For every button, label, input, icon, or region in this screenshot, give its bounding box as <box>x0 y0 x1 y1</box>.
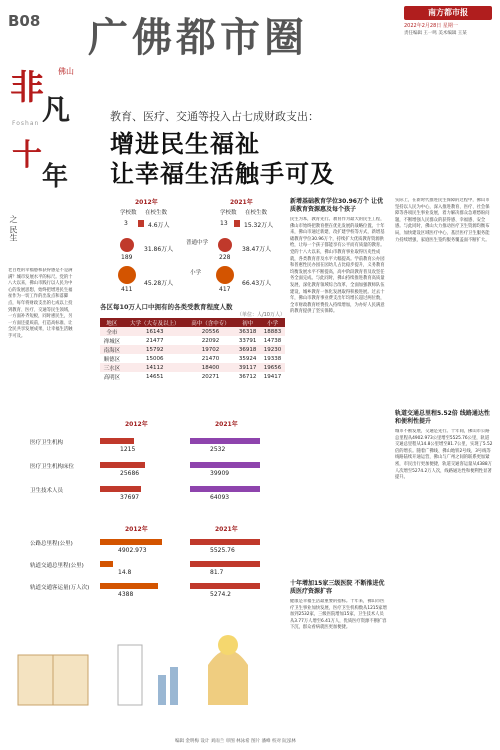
mid-article-body: 民生为本，教育先行。教育作为最大的民生工程，佛山市始终把教育摆在优先发展的战略位置。十年来，佛山市通过新建、改扩建学校等方式，新增基础教育学位30.96万个，持续扩大优质教育资源供给，让每一个孩子都能享有公平而有质量的教育。党的十八大以来，佛山市教育事业取得历史性成就，各类教育普及水平大幅提高。学前教育公办园和普惠性民办园在园幼儿占比稳步提升，义务教育均衡发展水平不断提高，高中阶段教育普及攻坚任务全面完成。与此同时，佛山持续推进教育高质量发展，深化教育领域综合改革，全面加强教师队伍建设，城乡教育一体化发展取得积极进展。过去十年，佛山市教育事业费支出年均增长超过两位数，全市财政教育经费投入持续增加，为办好人民满意的教育提供了坚实保障。 <box>290 217 385 315</box>
table-cell: 顺德区 <box>103 356 121 363</box>
table-row <box>100 345 285 354</box>
table-cell: 19338 <box>263 355 282 362</box>
edu-b-students-1: 38.47万人 <box>242 246 272 253</box>
headline-kicker: 教育、医疗、交通等投入占七成财政支出： <box>110 110 319 123</box>
edu-a-schools-2: 411 <box>121 286 133 293</box>
transport-val-a-0: 4902.973 <box>118 547 147 554</box>
transport-val-a-2: 4388 <box>118 591 134 598</box>
logo-char-1: 非 <box>10 68 44 108</box>
table-cell: 16143 <box>146 328 164 335</box>
table-cell: 18400 <box>201 364 220 371</box>
edu-b-schools-1: 228 <box>219 254 231 261</box>
edu-a-schools-0: 3 <box>124 220 128 227</box>
table-cell: 20556 <box>201 328 220 335</box>
mid-article2-body: 健康是幸福生活最重要的指标。十年来，佛山市医疗卫生事业加快发展，医疗卫生机构数从1215家增加到2532家，三级医院增加15家，卫生技术人员从3.77万人增至6.41万人，优质医疗资源不断扩容下沉，群众看病就医更加便捷。 <box>290 599 387 631</box>
editor-line: 责任编辑 王一鸣 美术编辑 王某 <box>404 31 467 36</box>
brand-name: 南方都市报 <box>428 8 468 17</box>
health-val-a-0: 1215 <box>120 446 136 453</box>
health-label-2: 卫生技术人员 <box>30 488 64 494</box>
intro-text: 老百姓的幸福感和获得感是不是满满？城市发展水平的标尺。党的十八大以来，佛山市践行以人民为中心的发展思想，始终把增进民生福祉作为一切工作的出发点和落脚点，每年将财政支出的七成以上投到教育、医疗、交通等民生领域，一方面补齐短板，同时惠民生，另一方面还提质前，打造高标准、让全民共享发展成果，让幸福生活触手可及。 <box>8 268 73 339</box>
brand-badge <box>404 6 492 20</box>
health-val-a-1: 25686 <box>120 470 140 477</box>
book-icon <box>234 220 240 227</box>
ratio-table <box>100 318 285 381</box>
table-cell: 14651 <box>146 373 164 380</box>
transport-bar-b-1 <box>190 561 260 567</box>
edu-a-students-0: 4.6万人 <box>148 222 170 229</box>
transport-bar-b-0 <box>190 539 260 545</box>
transport-bar-a-0 <box>100 539 162 545</box>
table-cell: 15006 <box>146 355 164 362</box>
edu-row-label-1: 普通中学 <box>186 240 209 246</box>
logo-char-2: 凡 <box>42 93 71 126</box>
table-cell: 18883 <box>263 328 282 335</box>
edu-col-schools-b: 学校数 <box>220 210 237 216</box>
mid-article-2 <box>290 580 388 719</box>
ratio-table-title: 各区每10万人口中拥有的各类受教育程度人数 <box>100 303 233 311</box>
edu-col-students-a: 在校生数 <box>145 210 168 216</box>
transport-label-1: 轨道交通总里程(公里) <box>30 563 84 569</box>
transport-val-a-1: 14.8 <box>118 569 132 576</box>
table-cell: 南海区 <box>103 347 121 354</box>
transport-year-b: 2021年 <box>215 526 238 533</box>
table-header: 大学（大专及以上） <box>124 318 186 327</box>
table-header: 地区 <box>100 318 124 327</box>
table-cell: 20271 <box>201 373 220 380</box>
school-circle-icon <box>216 266 234 284</box>
transport-bar-a-1 <box>100 561 113 567</box>
transport-chart <box>30 525 285 605</box>
headline-main-1: 增进民生福祉 <box>110 130 260 158</box>
table-header-row <box>100 318 285 327</box>
table-cell: 36918 <box>238 346 257 353</box>
health-val-a-2: 37697 <box>120 494 140 501</box>
health-bar-a-1 <box>100 462 145 468</box>
edu-a-students-1: 31.86万人 <box>144 246 174 253</box>
transport-label-2: 轨道交通客运量(万人次) <box>30 585 90 591</box>
edu-b-schools-2: 417 <box>219 286 231 293</box>
table-cell: 三水区 <box>103 365 121 372</box>
page-code: B08 <box>8 12 41 30</box>
education-health-illustration <box>8 615 288 730</box>
right-article-body2: 城市不断发展，交通是先行。十年间，佛山市公路总里程从4902.973公里增至5525.76公里，轨道交通总里程从14.8公里增至81.7公里，实现了5.52倍的增长。随着广佛线、佛山地铁2号线、3号线等线路陆续开通运营，佛山与广州之间的联系更加紧密，市民出行更加便捷，轨道交通客运量从4388万人次增至5274.2万人次，线路通达性和便利性显著提升。 <box>395 429 493 481</box>
illustration <box>8 615 288 730</box>
footer-credits: 编辑 金明梅 设计 刘雨兰 审图 林泳希 图片 潘峰 校对 阮泓林 <box>175 739 296 744</box>
right-article-2 <box>395 410 493 729</box>
table-cell: 35924 <box>238 355 257 362</box>
edu-year-b: 2021年 <box>230 199 253 206</box>
table-header: 高中（含中专） <box>186 318 235 327</box>
health-chart <box>30 420 285 515</box>
table-row <box>100 354 285 363</box>
table-cell: 14112 <box>146 364 164 371</box>
table-cell: 14738 <box>263 337 282 344</box>
transport-val-b-2: 5274.2 <box>210 591 231 598</box>
edu-a-students-2: 45.28万人 <box>144 280 174 287</box>
series-logo <box>8 58 88 218</box>
table-cell: 36712 <box>238 373 257 380</box>
table-cell: 15792 <box>146 346 164 353</box>
health-val-b-0: 2532 <box>210 446 226 453</box>
table-cell: 33791 <box>238 337 257 344</box>
table-cell: 21477 <box>146 337 164 344</box>
edu-b-schools-0: 13 <box>220 220 228 227</box>
book-icon <box>138 220 144 227</box>
health-year-a: 2012年 <box>125 421 148 428</box>
edu-infographic <box>110 198 285 298</box>
health-bar-a-0 <box>100 438 134 444</box>
health-bar-b-0 <box>190 438 260 444</box>
health-label-0: 医疗卫生机构 <box>30 440 64 446</box>
logo-char-3: 十 <box>12 138 42 173</box>
table-cell: 22092 <box>201 337 220 344</box>
transport-bar-b-2 <box>190 583 260 589</box>
right-article-body: 实际上，在新时代推进民生保障的过程中，佛山市坚持以人民为中心，深入推进教育、医疗、社会保障等各项民生事业发展，着力解决群众急难愁盼问题，不断增强人民群众的获得感、幸福感、安全感。与此同时，佛山大力推动医疗卫生资源均衡布局，加快建设区域医疗中心，基层医疗卫生服务能力持续增强，家庭医生签约服务覆盖面不断扩大。 <box>395 198 490 243</box>
health-bar-a-2 <box>100 486 141 492</box>
edu-col-students-b: 在校生数 <box>245 210 268 216</box>
health-year-b: 2021年 <box>215 421 238 428</box>
logo-city: 佛山 <box>58 67 74 76</box>
health-val-b-1: 39909 <box>210 470 230 477</box>
table-header: 初中 <box>235 318 260 327</box>
ratio-table-block <box>100 302 285 381</box>
table-cell: 高明区 <box>103 374 121 381</box>
table-cell: 36318 <box>238 328 257 335</box>
health-bar-b-2 <box>190 486 260 492</box>
table-cell: 21470 <box>201 355 220 362</box>
table-cell: 19417 <box>263 373 282 380</box>
edu-b-students-2: 66.43万人 <box>242 280 272 287</box>
transport-val-b-1: 81.7 <box>210 569 224 576</box>
table-header: 小学 <box>260 318 285 327</box>
transport-label-0: 公路总里程(公里) <box>30 541 73 547</box>
health-label-1: 医疗卫生机构床位 <box>30 464 75 470</box>
ratio-table-unit: （单位：人/10万人） <box>236 312 285 318</box>
page-title: 广佛都市圈 <box>88 15 308 61</box>
headline-main-2: 让幸福生活触手可及 <box>110 160 335 188</box>
right-article <box>395 198 493 398</box>
school-circle-icon <box>218 238 232 252</box>
table-cell: 39117 <box>238 364 257 371</box>
table-cell: 禅城区 <box>103 338 121 345</box>
table-cell: 19702 <box>201 346 220 353</box>
transport-val-b-0: 5525.76 <box>210 547 235 554</box>
section-tag: 之 民生 <box>9 215 18 242</box>
mid-article <box>290 198 388 537</box>
table-row <box>100 336 285 345</box>
school-circle-icon <box>120 238 134 252</box>
right-article-heading: 轨道交通总里程5.52倍 线路通达性和便利性提升 <box>395 410 490 425</box>
school-circle-icon <box>118 266 136 284</box>
page-header <box>0 0 500 61</box>
health-bar-b-1 <box>190 462 260 468</box>
transport-bar-a-2 <box>100 583 158 589</box>
edu-year-a: 2012年 <box>135 199 158 206</box>
table-row <box>100 372 285 381</box>
table-row <box>100 327 285 336</box>
transport-year-a: 2012年 <box>125 526 148 533</box>
health-val-b-2: 64093 <box>210 494 230 501</box>
issue-date: 2022年2月28日 星期一 <box>404 23 458 29</box>
logo-en: Foshan <box>12 120 40 127</box>
edu-row-label-2: 小学 <box>190 270 202 276</box>
edu-b-students-0: 15.32万人 <box>244 222 274 229</box>
edu-col-schools-a: 学校数 <box>120 210 137 216</box>
table-cell: 19230 <box>263 346 282 353</box>
table-cell: 19656 <box>263 364 282 371</box>
table-row <box>100 363 285 372</box>
mid-article2-heading: 十年增加15家三级医院 不断推进优质医疗资源扩容 <box>290 580 385 595</box>
table-cell: 全市 <box>106 329 118 336</box>
edu-a-schools-1: 189 <box>121 254 133 261</box>
logo-char-4: 年 <box>42 162 69 192</box>
mid-article-heading: 新增基础教育学位30.96万个 让优质教育资源惠及每个孩子 <box>290 198 384 213</box>
